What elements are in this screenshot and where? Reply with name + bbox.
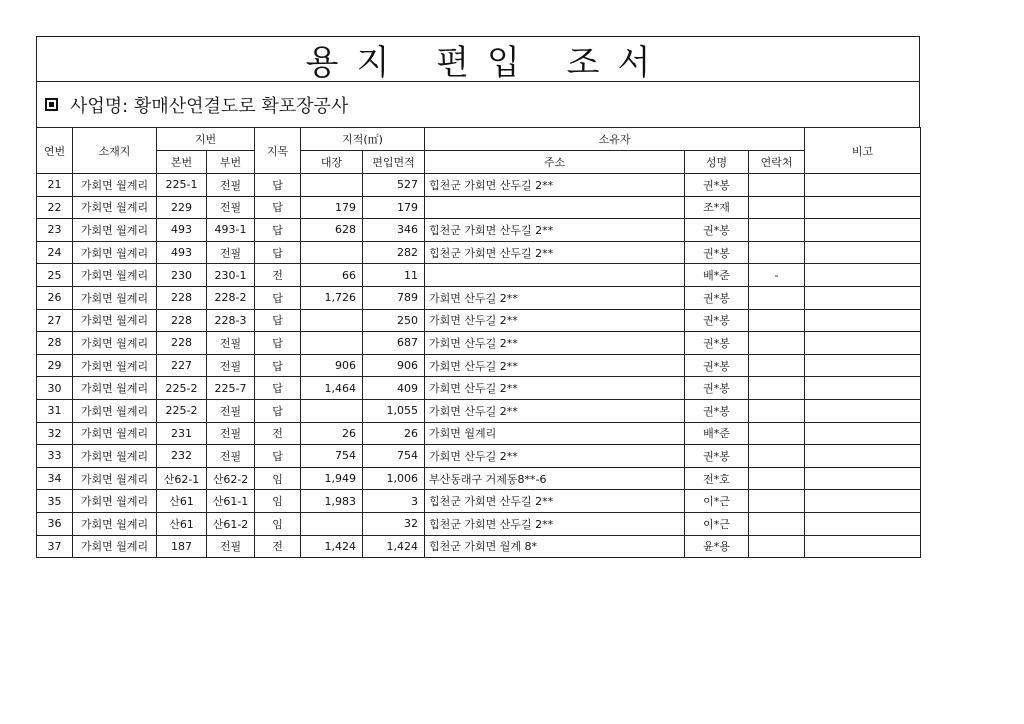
- cell-remark: [805, 377, 921, 400]
- cell-included-area: 179: [363, 196, 425, 219]
- cell-ledger-area: 754: [301, 445, 363, 468]
- document-title: 용지 편입 조서: [36, 36, 920, 81]
- cell-included-area: 346: [363, 219, 425, 242]
- cell-ledger-area: [301, 512, 363, 535]
- table-row: [37, 309, 921, 332]
- cell-owner-name: 권*봉: [685, 219, 749, 242]
- cell-owner-name: 권*봉: [685, 332, 749, 355]
- cell-included-area: 754: [363, 445, 425, 468]
- cell-sub-lot: 전필: [207, 196, 255, 219]
- table-row: [37, 422, 921, 445]
- cell-contact: [749, 174, 805, 197]
- cell-remark: [805, 309, 921, 332]
- table-row: [37, 467, 921, 490]
- cell-land-category: 답: [255, 354, 301, 377]
- cell-owner-name: 배*준: [685, 264, 749, 287]
- cell-ledger-area: 628: [301, 219, 363, 242]
- cell-main-lot: 229: [157, 196, 207, 219]
- cell-owner-name: 권*봉: [685, 309, 749, 332]
- cell-location: 가회면 월계리: [73, 241, 157, 264]
- cell-owner-name: 전*호: [685, 467, 749, 490]
- cell-location: 가회면 월계리: [73, 196, 157, 219]
- cell-sub-lot: 228-3: [207, 309, 255, 332]
- cell-sub-lot: 산61-1: [207, 490, 255, 513]
- cell-no: 37: [37, 535, 73, 558]
- cell-sub-lot: 225-7: [207, 377, 255, 400]
- cell-owner-name: 윤*용: [685, 535, 749, 558]
- cell-land-category: 답: [255, 241, 301, 264]
- cell-address: 힙천군 가회면 월계 8*: [425, 535, 685, 558]
- cell-sub-lot: 전필: [207, 422, 255, 445]
- cell-main-lot: 228: [157, 309, 207, 332]
- cell-location: 가회면 월계리: [73, 309, 157, 332]
- cell-no: 29: [37, 354, 73, 377]
- cell-location: 가회면 월계리: [73, 512, 157, 535]
- cell-location: 가회면 월계리: [73, 354, 157, 377]
- cell-contact: [749, 286, 805, 309]
- cell-land-category: 답: [255, 219, 301, 242]
- cell-remark: [805, 219, 921, 242]
- cell-included-area: 11: [363, 264, 425, 287]
- cell-main-lot: 187: [157, 535, 207, 558]
- cell-sub-lot: 전필: [207, 332, 255, 355]
- cell-included-area: 409: [363, 377, 425, 400]
- cell-ledger-area: 1,464: [301, 377, 363, 400]
- cell-contact: [749, 399, 805, 422]
- cell-address: 가회면 산두길 2**: [425, 399, 685, 422]
- cell-owner-name: 권*봉: [685, 399, 749, 422]
- cell-sub-lot: 전필: [207, 399, 255, 422]
- cell-included-area: 32: [363, 512, 425, 535]
- cell-ledger-area: [301, 399, 363, 422]
- header-contact: 연락처: [749, 151, 805, 174]
- cell-main-lot: 225-2: [157, 377, 207, 400]
- header-owner-group: 소유자: [425, 128, 805, 151]
- header-area-group: 지적(㎡): [301, 128, 425, 151]
- cell-land-category: 답: [255, 286, 301, 309]
- header-lot-group: 지번: [157, 128, 255, 151]
- cell-main-lot: 227: [157, 354, 207, 377]
- cell-no: 30: [37, 377, 73, 400]
- cell-no: 31: [37, 399, 73, 422]
- cell-no: 28: [37, 332, 73, 355]
- project-name: 사업명: 황매산연결도로 확포장공사: [70, 95, 349, 117]
- cell-owner-name: 권*봉: [685, 286, 749, 309]
- cell-address: 가회면 월계리: [425, 422, 685, 445]
- cell-owner-name: 조*재: [685, 196, 749, 219]
- cell-contact: [749, 422, 805, 445]
- cell-owner-name: 권*봉: [685, 445, 749, 468]
- cell-sub-lot: 230-1: [207, 264, 255, 287]
- cell-remark: [805, 445, 921, 468]
- cell-land-category: 답: [255, 174, 301, 197]
- cell-no: 24: [37, 241, 73, 264]
- cell-main-lot: 산62-1: [157, 467, 207, 490]
- cell-no: 33: [37, 445, 73, 468]
- table-row: [37, 174, 921, 197]
- header-land-category: 지목: [255, 128, 301, 174]
- cell-main-lot: 228: [157, 286, 207, 309]
- cell-sub-lot: 493-1: [207, 219, 255, 242]
- table-row: [37, 219, 921, 242]
- cell-no: 26: [37, 286, 73, 309]
- header-location: 소재지: [73, 128, 157, 174]
- cell-remark: [805, 422, 921, 445]
- cell-ledger-area: 1,726: [301, 286, 363, 309]
- cell-location: 가회면 월계리: [73, 332, 157, 355]
- land-table: [36, 127, 921, 558]
- cell-no: 22: [37, 196, 73, 219]
- cell-no: 23: [37, 219, 73, 242]
- cell-remark: [805, 512, 921, 535]
- cell-contact: [749, 377, 805, 400]
- cell-owner-name: 이*근: [685, 490, 749, 513]
- cell-included-area: 250: [363, 309, 425, 332]
- land-acquisition-sheet: [36, 36, 920, 558]
- cell-remark: [805, 332, 921, 355]
- cell-included-area: 1,055: [363, 399, 425, 422]
- cell-main-lot: 232: [157, 445, 207, 468]
- cell-remark: [805, 196, 921, 219]
- cell-remark: [805, 264, 921, 287]
- cell-land-category: 전: [255, 422, 301, 445]
- table-row: [37, 241, 921, 264]
- table-row: [37, 354, 921, 377]
- cell-no: 32: [37, 422, 73, 445]
- cell-included-area: 26: [363, 422, 425, 445]
- cell-owner-name: 권*봉: [685, 174, 749, 197]
- cell-remark: [805, 467, 921, 490]
- cell-main-lot: 231: [157, 422, 207, 445]
- cell-contact: -: [749, 264, 805, 287]
- cell-main-lot: 225-1: [157, 174, 207, 197]
- cell-contact: [749, 219, 805, 242]
- cell-remark: [805, 241, 921, 264]
- cell-location: 가회면 월계리: [73, 535, 157, 558]
- cell-ledger-area: [301, 241, 363, 264]
- cell-main-lot: 230: [157, 264, 207, 287]
- cell-remark: [805, 535, 921, 558]
- cell-main-lot: 산61: [157, 490, 207, 513]
- cell-included-area: 789: [363, 286, 425, 309]
- cell-included-area: 3: [363, 490, 425, 513]
- cell-sub-lot: 산61-2: [207, 512, 255, 535]
- cell-location: 가회면 월계리: [73, 445, 157, 468]
- cell-location: 가회면 월계리: [73, 286, 157, 309]
- table-row: [37, 332, 921, 355]
- cell-address: 가회면 산두길 2**: [425, 332, 685, 355]
- cell-land-category: 임: [255, 512, 301, 535]
- cell-ledger-area: [301, 332, 363, 355]
- cell-remark: [805, 286, 921, 309]
- cell-land-category: 임: [255, 490, 301, 513]
- cell-sub-lot: 전필: [207, 241, 255, 264]
- table-row: [37, 264, 921, 287]
- cell-owner-name: 배*준: [685, 422, 749, 445]
- cell-contact: [749, 535, 805, 558]
- header-sub-lot: 부번: [207, 151, 255, 174]
- cell-main-lot: 산61: [157, 512, 207, 535]
- cell-main-lot: 493: [157, 241, 207, 264]
- header-main-lot: 본번: [157, 151, 207, 174]
- cell-ledger-area: 179: [301, 196, 363, 219]
- square-bullet-icon: [45, 98, 58, 111]
- cell-contact: [749, 309, 805, 332]
- cell-no: 35: [37, 490, 73, 513]
- cell-ledger-area: 1,983: [301, 490, 363, 513]
- cell-address: 가회면 산두길 2**: [425, 445, 685, 468]
- cell-land-category: 전: [255, 535, 301, 558]
- table-row: [37, 196, 921, 219]
- cell-included-area: 527: [363, 174, 425, 197]
- cell-included-area: 1,006: [363, 467, 425, 490]
- cell-main-lot: 225-2: [157, 399, 207, 422]
- cell-address: 가회면 산두길 2**: [425, 286, 685, 309]
- cell-location: 가회면 월계리: [73, 399, 157, 422]
- cell-address: 힙천군 가회면 산두길 2**: [425, 241, 685, 264]
- cell-sub-lot: 228-2: [207, 286, 255, 309]
- cell-sub-lot: 전필: [207, 445, 255, 468]
- cell-included-area: 282: [363, 241, 425, 264]
- cell-remark: [805, 399, 921, 422]
- cell-location: 가회면 월계리: [73, 174, 157, 197]
- cell-address: [425, 196, 685, 219]
- cell-included-area: 687: [363, 332, 425, 355]
- cell-land-category: 답: [255, 332, 301, 355]
- header-included-area: 편입면적: [363, 151, 425, 174]
- table-row: [37, 286, 921, 309]
- cell-ledger-area: 1,424: [301, 535, 363, 558]
- cell-contact: [749, 354, 805, 377]
- cell-address: 가회면 산두길 2**: [425, 309, 685, 332]
- cell-land-category: 답: [255, 445, 301, 468]
- header-address: 주소: [425, 151, 685, 174]
- cell-no: 36: [37, 512, 73, 535]
- header-ledger-area: 대장: [301, 151, 363, 174]
- cell-address: 부산동래구 거제동8**-6: [425, 467, 685, 490]
- cell-sub-lot: 전필: [207, 354, 255, 377]
- cell-land-category: 답: [255, 399, 301, 422]
- cell-location: 가회면 월계리: [73, 467, 157, 490]
- cell-remark: [805, 354, 921, 377]
- cell-owner-name: 권*봉: [685, 377, 749, 400]
- cell-main-lot: 493: [157, 219, 207, 242]
- cell-address: 힙천군 가회면 산두길 2**: [425, 174, 685, 197]
- cell-ledger-area: 1,949: [301, 467, 363, 490]
- cell-remark: [805, 490, 921, 513]
- cell-address: 힙천군 가회면 산두길 2**: [425, 490, 685, 513]
- cell-contact: [749, 332, 805, 355]
- cell-contact: [749, 196, 805, 219]
- cell-contact: [749, 241, 805, 264]
- table-row: [37, 377, 921, 400]
- cell-owner-name: 이*근: [685, 512, 749, 535]
- cell-main-lot: 228: [157, 332, 207, 355]
- cell-ledger-area: 906: [301, 354, 363, 377]
- header-no: 연번: [37, 128, 73, 174]
- cell-address: [425, 264, 685, 287]
- cell-no: 25: [37, 264, 73, 287]
- cell-sub-lot: 전필: [207, 174, 255, 197]
- table-body: [37, 174, 921, 558]
- cell-ledger-area: 26: [301, 422, 363, 445]
- cell-address: 힙천군 가회면 산두길 2**: [425, 219, 685, 242]
- cell-contact: [749, 490, 805, 513]
- cell-owner-name: 권*봉: [685, 241, 749, 264]
- header-name: 성명: [685, 151, 749, 174]
- table-row: [37, 445, 921, 468]
- cell-owner-name: 권*봉: [685, 354, 749, 377]
- cell-ledger-area: [301, 309, 363, 332]
- cell-location: 가회면 월계리: [73, 490, 157, 513]
- cell-address: 가회면 산두길 2**: [425, 354, 685, 377]
- cell-sub-lot: 전필: [207, 535, 255, 558]
- cell-land-category: 임: [255, 467, 301, 490]
- cell-remark: [805, 174, 921, 197]
- cell-address: 가회면 산두길 2**: [425, 377, 685, 400]
- table-row: [37, 490, 921, 513]
- cell-land-category: 전: [255, 264, 301, 287]
- cell-location: 가회면 월계리: [73, 422, 157, 445]
- cell-address: 힙천군 가회면 산두길 2**: [425, 512, 685, 535]
- cell-location: 가회면 월계리: [73, 219, 157, 242]
- cell-no: 21: [37, 174, 73, 197]
- cell-location: 가회면 월계리: [73, 377, 157, 400]
- cell-no: 27: [37, 309, 73, 332]
- project-line: [36, 81, 920, 127]
- cell-contact: [749, 467, 805, 490]
- table-row: [37, 399, 921, 422]
- header-remarks: 비고: [805, 128, 921, 174]
- table-row: [37, 535, 921, 558]
- cell-ledger-area: 66: [301, 264, 363, 287]
- cell-included-area: 1,424: [363, 535, 425, 558]
- cell-land-category: 답: [255, 196, 301, 219]
- cell-contact: [749, 512, 805, 535]
- cell-included-area: 906: [363, 354, 425, 377]
- cell-sub-lot: 산62-2: [207, 467, 255, 490]
- cell-contact: [749, 445, 805, 468]
- table-row: [37, 512, 921, 535]
- cell-land-category: 답: [255, 309, 301, 332]
- cell-no: 34: [37, 467, 73, 490]
- cell-location: 가회면 월계리: [73, 264, 157, 287]
- cell-land-category: 답: [255, 377, 301, 400]
- cell-ledger-area: [301, 174, 363, 197]
